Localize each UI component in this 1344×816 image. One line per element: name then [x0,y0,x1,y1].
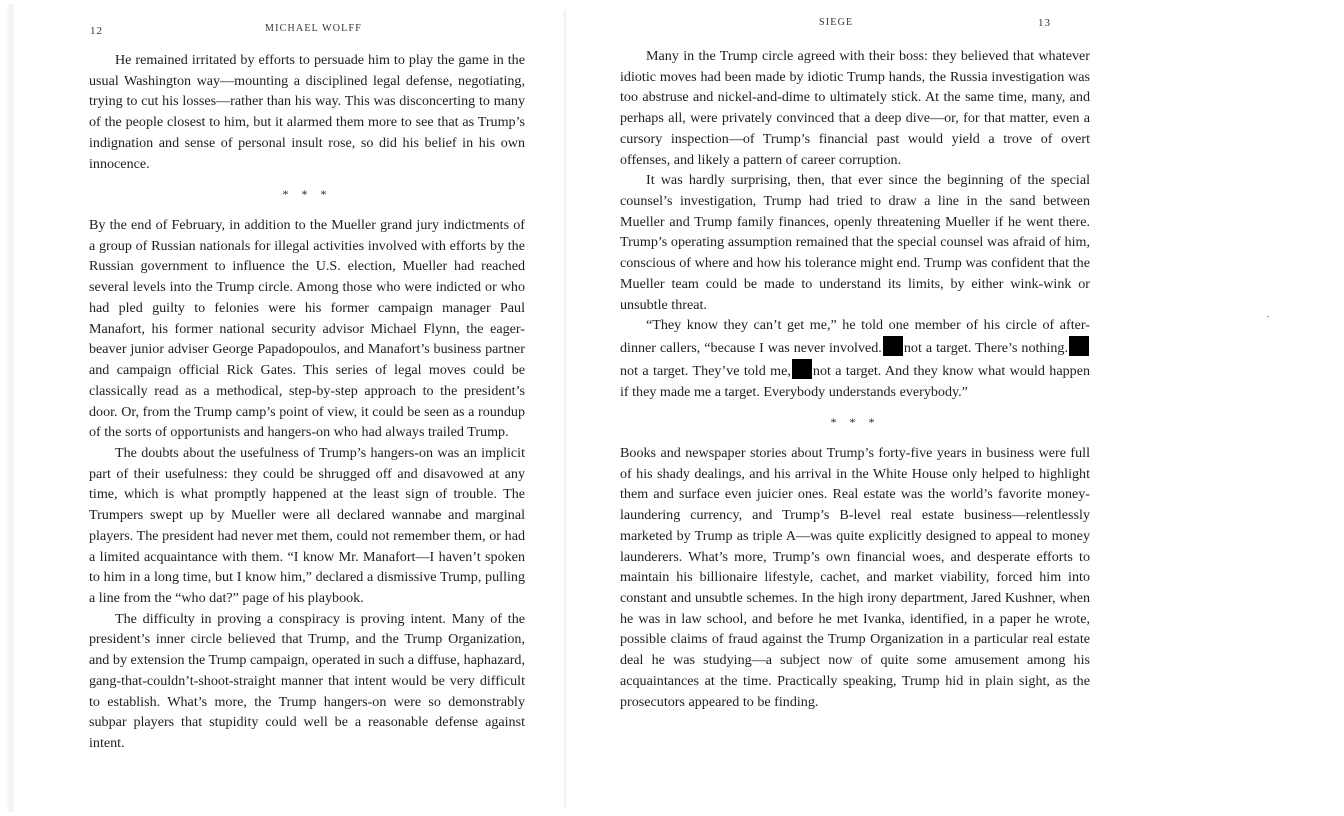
right-text-block [620,46,1090,712]
quote-part-1: “They know they can’t get me,” he told one member of his circle of after-dinner callers, “because I was never involved. [620,317,1090,357]
right-paragraph-3 [620,315,1090,402]
left-paragraph-2: By the end of February, in addition to the Mueller grand jury indictments of a group of Russian nationals for illegal activities involved with efforts by the Russian government to influence the U.S. election, Mueller had reached several levels into the Trump circle. Among those who were indicted or who had pled guilty to felonies were his former campaign manager Paul Manafort, his former national security advisor Michael Flynn, the eager-beaver junior adviser George Papadopoulos, and Manafort’s business partner and campaign official Rick Gates. This series of legal moves could be classically read as a methodical, step-by-step approach to the president’s door. Or, from the Trump camp’s point of view, it could be seen as a roundup of the sorts of opportunists and hangers-on who had always trailed Trump. [89,217,525,441]
right-paragraph-4: Books and newspaper stories about Trump’s forty-five years in business were full of his shady dealings, and his arrival in the White House only helped to highlight them and surface even juicier ones. Real estate was the world’s favorite money-laundering currency, and Trump’s B-level real estate business—relentlessly marketed by Trump as triple A—was quite explicitly designed to appeal to money launderers. What’s more, Trump’s own financial woes, and desperate efforts to maintain his billionaire lifestyle, cachet, and market viability, forced him into constant and unsubtle schemes. In the high irony department, Jared Kushner, when he was in law school, and before he met Ivanka, identified, in a paper he wrote, possible claims of fraud against the Trump Organization in a particular real estate deal he was studying—a subject now of quite some amusement among his acquaintances at the time. Practically speaking, Trump hid in plain sight, as the prosecutors appeared to be finding. [620,444,1090,710]
right-section-break: * * * [830,415,880,430]
left-paragraph-1: He remained irritated by efforts to persuade him to play the game in the usual Washington way—mounting a disciplined legal defense, negotiating, trying to cut his losses—rather than his way. This was disconcerting to many of the people closest to him, but it alarmed them more to see that as Trump’s indignation and sense of personal insult rose, so did his belief in his own innocence. [89,52,525,172]
redaction-box [1069,336,1089,356]
left-page [0,0,566,816]
right-paragraph-2: It was hardly surprising, then, that ever since the beginning of the special counsel’s investigation, Trump had tried to draw a line in the sand between Mueller and Trump family finances, openly threatening Mueller if he went there. Trump’s operating assumption remained that the special counsel was afraid of him, conscious of where and how his tolerance might end. Trump was confident that the Mueller team could be made to understand its limits, by either wink-wink or unsubtle threat. [620,172,1090,313]
right-running-head: SIEGE [819,17,854,28]
left-section-break: * * * [282,187,332,202]
page-edge-shadow [6,4,16,812]
quote-part-4: not a target. And they know what would happen if they made me a target. Everybody understands everybody.” [620,362,1090,400]
redaction-box [792,359,812,379]
redaction-box [883,336,903,356]
left-folio: 12 [90,25,103,37]
left-text-block [89,50,525,754]
right-folio: 13 [1038,17,1051,29]
quote-part-2: not a target. There’s nothing. [903,340,1068,357]
scan-speck [1267,316,1269,317]
left-paragraph-4: The difficulty in proving a conspiracy is proving intent. Many of the president’s inner circle believed that Trump, and the Trump Organization, and by extension the Trump campaign, operated in such a diffuse, haphazard, gang-that-couldn’t-shoot-straight manner that intent would be very difficult to establish. What’s more, the Trump hangers-on were so demonstrably subpar players that stupidity could well be a reasonable defense against intent. [89,610,525,751]
right-paragraph-1: Many in the Trump circle agreed with their boss: they believed that whatever idiotic moves had been made by idiotic Trump hands, the Russia investigation was too abstruse and nickel-and-dime to ultimately stick. At the same time, many, and perhaps all, were privately convinced that a deep dive—or, for that matter, even a cursory inspection—of Trump’s financial past would yield a trove of overt offenses, and likely a pattern of career corruption. [620,48,1090,168]
right-page [566,0,1090,816]
left-paragraph-3: The doubts about the usefulness of Trump’s hangers-on was an implicit part of their usefulness: they could be shrugged off and disavowed at any time, which is what promptly happened at the least sign of trouble. The Trumpers swept up by Mueller were all declared wannabe and marginal players. The president had never met them, could not remember them, or had a limited acquaintance with them. “I know Mr. Manafort—I haven’t spoken to him in a long time, but I know him,” declared a dismissive Trump, pulling a line from the “who dat?” page of his playbook. [89,444,525,606]
left-running-head: MICHAEL WOLFF [265,23,362,34]
quote-part-3: not a target. They’ve told me, [620,362,791,379]
